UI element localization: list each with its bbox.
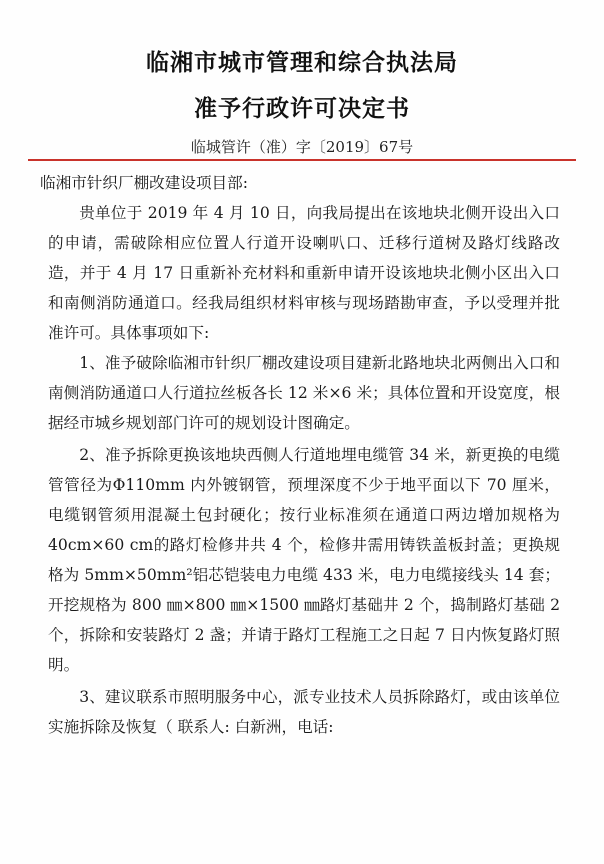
red-divider-line [28, 159, 576, 161]
paragraph-item-3: 3、建议联系市照明服务中心，派专业技术人员拆除路灯，或由该单位实施拆除及恢复（ 联系人: 白新洲，电话: [48, 688, 560, 736]
paragraph-item-1: 1、准予破除临湘市针织厂棚改建设项目建新北路地块北两侧出入口和南侧消防通道口人行道拉丝板各长 12 米×6 米；具体位置和开设宽度，根据经市城乡规划部门许可的规划设计图确定。 [48, 354, 560, 432]
addressee: 临湘市针织厂棚改建设项目部: [40, 174, 248, 192]
document-title: 准予行政许可决定书 [194, 96, 410, 122]
paragraph-intro: 贵单位于 2019 年 4 月 10 日，向我局提出在该地块北侧开设出入口的申请，需破除相应位置人行道开设喇叭口、迁移行道树及路灯线路改造，并于 4 月 17 日重新补充材料和重新申请开设该地块北侧小区出入口和南侧消防通道口。经我局组织材料审核与现场踏勘审查，予以受理并批准许可。具体事项如下: [48, 204, 560, 342]
document-body [40, 168, 560, 742]
document-number: 临城管许（准）字〔2019〕67号 [190, 138, 414, 156]
paragraph-item-2: 2、准予拆除更换该地块西侧人行道地埋电缆管 34 米，新更换的电缆管管径为Φ110mm 内外镀钢管，预埋深度不少于地平面以下 70 厘米，电缆钢管须用混凝土包封硬化；按行业标准须在通道口两边增加规格为 40cm×60 cm的路灯检修井共 4 个，检修井需用铸铁盖板封盖；更换规格为 5mm×50mm²铝芯铠装电力电缆 433 米，电力电缆接线头 14 套；开挖规格为 800 ㎜×800 ㎜×1500 ㎜路灯基础井 2 个，捣制路灯基础 2 个，拆除和安装路灯 2 盏；并请于路灯工程施工之日起 7 日内恢复路灯照明。 [48, 446, 560, 674]
agency-title: 临湘市城市管理和综合执法局 [146, 50, 458, 76]
